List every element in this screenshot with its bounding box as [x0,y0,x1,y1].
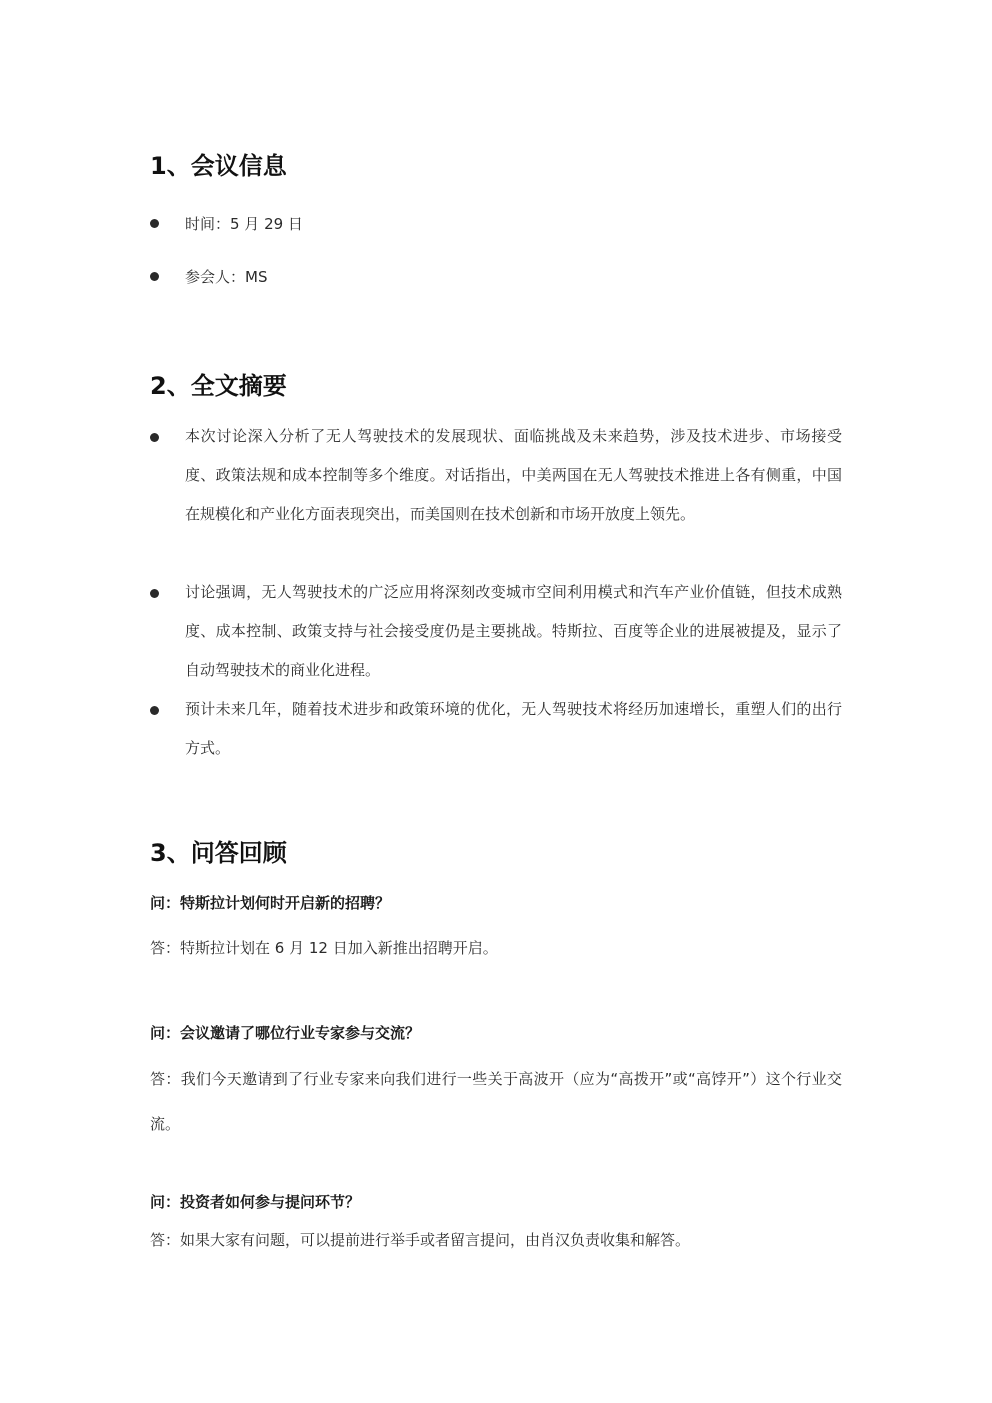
summary-text-2: 讨论强调，无人驾驶技术的广泛应用将深刻改变城市空间利用模式和汽车产业价值链，但技术成熟度、成本控制、政策支持与社会接受度仍是主要挑战。特斯拉、百度等企业的进展被提及，显示了自动驾驶技术的商业化进程。 [185,583,842,679]
summary-text-1: 本次讨论深入分析了无人驾驶技术的发展现状、面临挑战及未来趋势，涉及技术进步、市场接受度、政策法规和成本控制等多个维度。对话指出，中美两国在无人驾驶技术推进上各有侧重，中国在规模化和产业化方面表现突出，而美国则在技术创新和市场开放度上领先。 [185,427,842,523]
bullet-dot-icon [150,706,159,715]
bullet-dot-icon [150,589,159,598]
section-heading-qa: 3、问答回顾 [150,839,287,867]
section-heading-meeting-info: 1、会议信息 [150,152,287,180]
qa-question-1: 问：特斯拉计划何时开启新的招聘？ [150,894,391,912]
qa-answer-2: 答：我们今天邀请到了行业专家来向我们进行一些关于高波开（应为“高拨开”或“高饽开”）这个行业交流。 [150,1070,842,1133]
summary-text-3: 预计未来几年，随着技术进步和政策环境的优化，无人驾驶技术将经历加速增长，重塑人们的出行方式。 [185,700,842,757]
qa-answer-1: 答：特斯拉计划在 6 月 12 日加入新推出招聘开启。 [150,939,498,957]
bullet-text-time: 时间：5 月 29 日 [185,215,303,233]
bullet-dot-icon [150,433,159,442]
bullet-dot-icon [150,219,159,228]
bullet-dot-icon [150,272,159,281]
qa-question-2: 问：会议邀请了哪位行业专家参与交流？ [150,1024,421,1042]
bullet-text-participants: 参会人：MS [185,268,268,286]
qa-answer-3: 答：如果大家有问题，可以提前进行举手或者留言提问，由肖汉负责收集和解答。 [150,1231,691,1249]
section-heading-summary: 2、全文摘要 [150,372,287,400]
qa-question-3: 问：投资者如何参与提问环节？ [150,1193,361,1211]
